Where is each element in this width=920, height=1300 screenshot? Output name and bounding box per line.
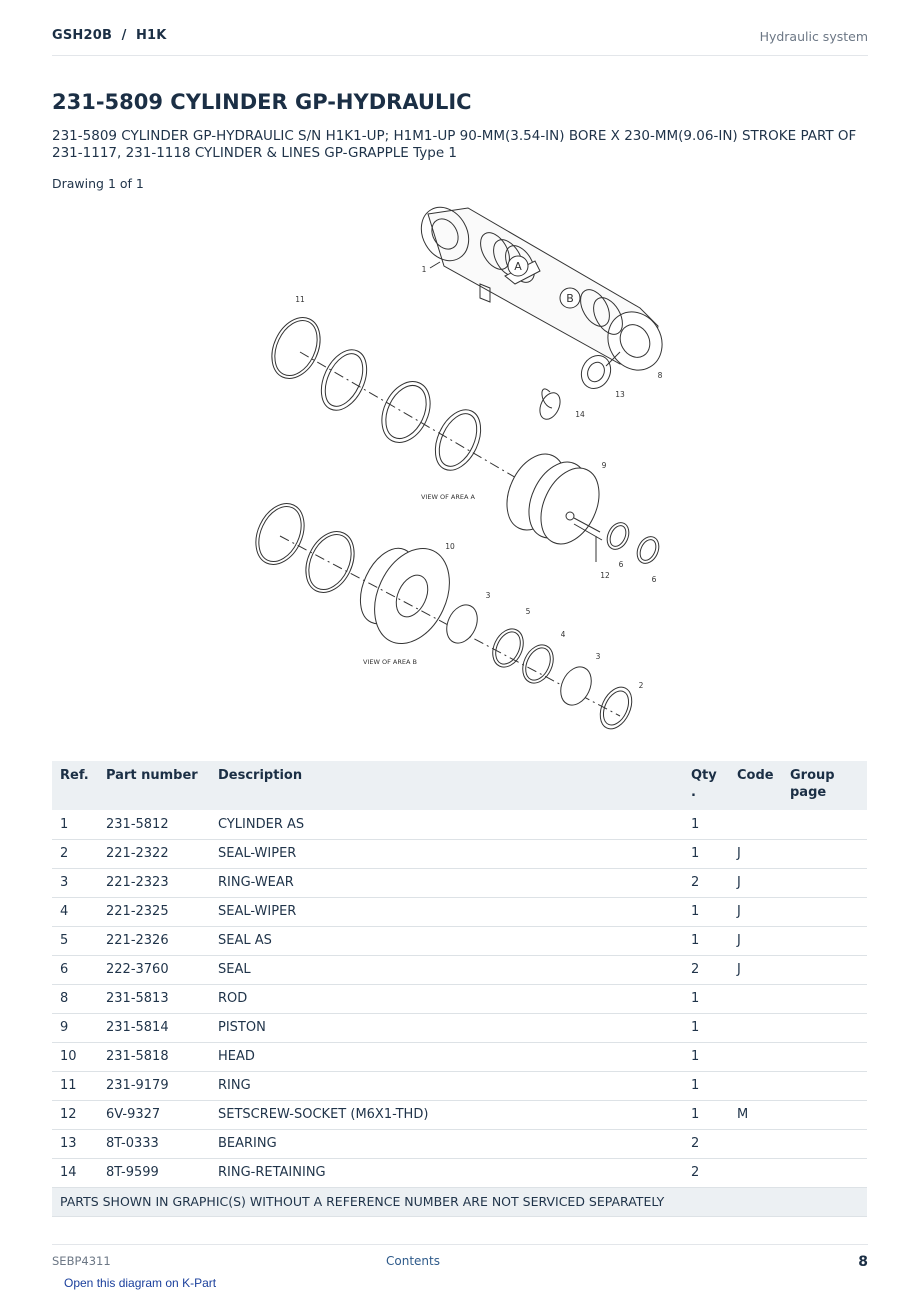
document-id: SEBP4311 bbox=[52, 1254, 111, 1268]
callout-2: 2 bbox=[638, 681, 644, 690]
table-row bbox=[52, 810, 867, 839]
cell-qty: 1 bbox=[683, 1071, 729, 1100]
area-label-b: B bbox=[566, 292, 574, 305]
cell-group-page bbox=[782, 897, 867, 926]
cell-ref: 13 bbox=[52, 1129, 98, 1158]
cell-part-number: 231-5814 bbox=[98, 1013, 210, 1042]
cell-part-number: 8T-0333 bbox=[98, 1129, 210, 1158]
callout-6a: 6 bbox=[618, 560, 624, 569]
cell-part-number: 231-5813 bbox=[98, 984, 210, 1013]
cell-qty: 1 bbox=[683, 839, 729, 868]
cell-ref: 9 bbox=[52, 1013, 98, 1042]
table-row bbox=[52, 868, 867, 897]
cell-part-number: 221-2325 bbox=[98, 897, 210, 926]
table-note-row bbox=[52, 1187, 867, 1216]
callout-13: 13 bbox=[615, 390, 625, 399]
table-row bbox=[52, 1042, 867, 1071]
table-row bbox=[52, 1158, 867, 1187]
cell-description: HEAD bbox=[210, 1042, 683, 1071]
drawing-label: Drawing 1 of 1 bbox=[52, 176, 144, 191]
callout-1: 1 bbox=[421, 265, 427, 274]
table-row bbox=[52, 1013, 867, 1042]
cell-description: RING bbox=[210, 1071, 683, 1100]
cell-description: SEAL-WIPER bbox=[210, 839, 683, 868]
cell-ref: 12 bbox=[52, 1100, 98, 1129]
callout-4: 4 bbox=[560, 630, 566, 639]
cell-group-page bbox=[782, 955, 867, 984]
cell-description: SETSCREW-SOCKET (M6X1-THD) bbox=[210, 1100, 683, 1129]
cell-ref: 4 bbox=[52, 897, 98, 926]
cell-group-page bbox=[782, 1158, 867, 1187]
cell-part-number: 231-5818 bbox=[98, 1042, 210, 1071]
cell-group-page bbox=[782, 839, 867, 868]
table-row bbox=[52, 1071, 867, 1100]
page-footer bbox=[52, 1244, 868, 1274]
cell-part-number: 221-2326 bbox=[98, 926, 210, 955]
callout-12: 12 bbox=[600, 571, 610, 580]
page-header bbox=[52, 28, 868, 56]
cell-group-page bbox=[782, 926, 867, 955]
table-row bbox=[52, 955, 867, 984]
cell-ref: 5 bbox=[52, 926, 98, 955]
cell-qty: 1 bbox=[683, 984, 729, 1013]
cell-code bbox=[729, 984, 782, 1013]
cell-part-number: 231-5812 bbox=[98, 810, 210, 839]
cell-ref: 6 bbox=[52, 955, 98, 984]
cell-group-page bbox=[782, 1129, 867, 1158]
cell-group-page bbox=[782, 1071, 867, 1100]
header-qty: Qty . bbox=[683, 761, 729, 810]
parts-table bbox=[52, 761, 867, 1217]
cell-group-page bbox=[782, 984, 867, 1013]
header-part-number: Part number bbox=[98, 761, 210, 810]
cell-description: SEAL AS bbox=[210, 926, 683, 955]
callout-3b: 3 bbox=[595, 652, 601, 661]
cell-part-number: 221-2323 bbox=[98, 868, 210, 897]
cell-code: M bbox=[729, 1100, 782, 1129]
cell-part-number: 231-9179 bbox=[98, 1071, 210, 1100]
callout-11: 11 bbox=[295, 295, 305, 304]
cell-code: J bbox=[729, 897, 782, 926]
cell-qty: 2 bbox=[683, 955, 729, 984]
cell-ref: 1 bbox=[52, 810, 98, 839]
page-number: 8 bbox=[858, 1254, 868, 1270]
area-label-a: A bbox=[514, 260, 522, 273]
cell-code: J bbox=[729, 868, 782, 897]
cell-group-page bbox=[782, 1042, 867, 1071]
callout-3a: 3 bbox=[485, 591, 491, 600]
cell-description: RING-WEAR bbox=[210, 868, 683, 897]
cylinder-assembly-drawing bbox=[412, 199, 673, 380]
cell-description: SEAL bbox=[210, 955, 683, 984]
callout-14: 14 bbox=[575, 410, 585, 419]
table-row bbox=[52, 897, 867, 926]
cell-group-page bbox=[782, 868, 867, 897]
view-area-b-label: VIEW OF AREA B bbox=[363, 658, 417, 666]
cell-code: J bbox=[729, 926, 782, 955]
exploded-parts-diagram bbox=[240, 196, 680, 746]
cell-qty: 1 bbox=[683, 897, 729, 926]
page-title: 231-5809 CYLINDER GP-HYDRAULIC bbox=[52, 90, 472, 114]
callout-5: 5 bbox=[525, 607, 531, 616]
cell-code: J bbox=[729, 955, 782, 984]
table-row bbox=[52, 984, 867, 1013]
callout-9: 9 bbox=[601, 461, 607, 470]
cell-code bbox=[729, 1071, 782, 1100]
cell-ref: 10 bbox=[52, 1042, 98, 1071]
cell-description: ROD bbox=[210, 984, 683, 1013]
cell-qty: 1 bbox=[683, 810, 729, 839]
table-row bbox=[52, 1129, 867, 1158]
model-label: GSH20B / H1K bbox=[52, 28, 167, 43]
cell-code bbox=[729, 1158, 782, 1187]
table-header-row bbox=[52, 761, 867, 810]
cell-qty: 1 bbox=[683, 926, 729, 955]
cell-qty: 1 bbox=[683, 1042, 729, 1071]
callout-8: 8 bbox=[657, 371, 663, 380]
cell-ref: 3 bbox=[52, 868, 98, 897]
cell-part-number: 6V-9327 bbox=[98, 1100, 210, 1129]
cell-part-number: 8T-9599 bbox=[98, 1158, 210, 1187]
cell-qty: 2 bbox=[683, 868, 729, 897]
header-ref: Ref. bbox=[52, 761, 98, 810]
cell-description: PISTON bbox=[210, 1013, 683, 1042]
header-description: Description bbox=[210, 761, 683, 810]
header-group-page: Group page bbox=[782, 761, 867, 810]
page-subtitle: 231-5809 CYLINDER GP-HYDRAULIC S/N H1K1-UP; H1M1-UP 90-MM(3.54-IN) BORE X 230-MM(9.06-IN) STROKE PART OF 231-1117, 231-1118 CYLINDER & LINES GP-GRAPPLE Type 1 bbox=[52, 128, 857, 161]
cell-ref: 14 bbox=[52, 1158, 98, 1187]
callout-10: 10 bbox=[445, 542, 455, 551]
cell-ref: 11 bbox=[52, 1071, 98, 1100]
section-label: Hydraulic system bbox=[759, 29, 868, 44]
cell-ref: 8 bbox=[52, 984, 98, 1013]
cell-description: CYLINDER AS bbox=[210, 810, 683, 839]
cell-description: RING-RETAINING bbox=[210, 1158, 683, 1187]
cell-description: BEARING bbox=[210, 1129, 683, 1158]
cell-group-page bbox=[782, 810, 867, 839]
cell-code bbox=[729, 1013, 782, 1042]
cell-description: SEAL-WIPER bbox=[210, 897, 683, 926]
cell-group-page bbox=[782, 1013, 867, 1042]
cell-qty: 1 bbox=[683, 1100, 729, 1129]
cell-part-number: 221-2322 bbox=[98, 839, 210, 868]
contents-link[interactable]: Contents bbox=[386, 1254, 440, 1268]
cell-code bbox=[729, 810, 782, 839]
cell-code bbox=[729, 1129, 782, 1158]
cell-code: J bbox=[729, 839, 782, 868]
view-area-a-label: VIEW OF AREA A bbox=[421, 493, 475, 501]
cell-ref: 2 bbox=[52, 839, 98, 868]
kpart-link[interactable]: Open this diagram on K-Part bbox=[64, 1276, 217, 1290]
callout-6b: 6 bbox=[651, 575, 657, 584]
cell-group-page bbox=[782, 1100, 867, 1129]
table-row bbox=[52, 839, 867, 868]
cell-qty: 2 bbox=[683, 1129, 729, 1158]
cell-code bbox=[729, 1042, 782, 1071]
table-row bbox=[52, 926, 867, 955]
header-code: Code bbox=[729, 761, 782, 810]
table-row bbox=[52, 1100, 867, 1129]
cell-qty: 2 bbox=[683, 1158, 729, 1187]
table-note: PARTS SHOWN IN GRAPHIC(S) WITHOUT A REFERENCE NUMBER ARE NOT SERVICED SEPARATELY bbox=[52, 1187, 867, 1216]
cell-part-number: 222-3760 bbox=[98, 955, 210, 984]
cell-qty: 1 bbox=[683, 1013, 729, 1042]
